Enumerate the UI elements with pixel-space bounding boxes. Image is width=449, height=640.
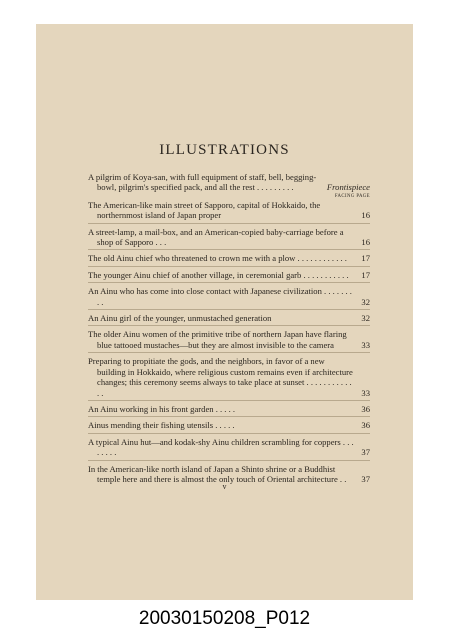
entry-divider: [88, 352, 370, 353]
entry-page-number: 16: [361, 237, 370, 248]
facing-page-label: FACING PAGE: [334, 193, 370, 199]
entry-text: The American-like main street of Sapporo, capital of Hokkaido, the northernmost island of Japan proper: [88, 199, 321, 221]
entry-page-number: 37: [361, 447, 370, 458]
illustration-entry: [88, 420, 370, 430]
entry-text: An Ainu girl of the younger, unmustached generation: [88, 313, 272, 324]
page-folio: v: [222, 482, 227, 491]
image-caption: 20030150208_P012: [138, 608, 311, 629]
entry-page-number: 33: [361, 339, 370, 350]
entry-text: In the American-like north island of Japan a Shinto shrine or a Buddhist temple here and there is almost the only touch of Oriental architecture . .: [88, 463, 347, 484]
entry-text: The older Ainu women of the primitive tribe of northern Japan have flaring blue tattooed mustaches—but they are almost invisible to the camera: [88, 329, 347, 350]
entry-page-number: 32: [361, 296, 370, 307]
illustration-entry: [88, 172, 370, 193]
entry-divider: [88, 325, 370, 326]
illustration-entry: [88, 227, 370, 248]
illustration-entry: [88, 404, 370, 414]
entry-text: Ainus mending their fishing utensils . . . . .: [88, 420, 235, 431]
entry-text: The old Ainu chief who threatened to crown me with a plow . . . . . . . . . . . .: [88, 253, 347, 264]
entry-divider: [88, 416, 370, 417]
entry-page-number: 16: [361, 210, 370, 221]
illustration-entry: [88, 356, 370, 398]
entry-divider: [88, 400, 370, 401]
entry-text: A street-lamp, a mail-box, and an American-copied baby-carriage before a shop of Sapporo . . .: [88, 226, 344, 248]
entry-text: A pilgrim of Koya-san, with full equipment of staff, bell, begging-bowl, pilgrim's specified pack, and all the rest . . . . . . . . .: [88, 172, 317, 193]
illustration-entry: [88, 437, 370, 458]
entry-page-number: 17: [361, 269, 370, 280]
entry-divider: [88, 249, 370, 250]
entry-page-number: 36: [361, 403, 370, 414]
entry-text: A typical Ainu hut—and kodak-shy Ainu children scrambling for coppers . . . . . . . .: [88, 436, 354, 458]
entry-text: An Ainu working in his front garden . . . . .: [88, 403, 236, 414]
entry-page-number: Frontispiece: [326, 182, 370, 193]
entry-text: Preparing to propitiate the gods, and the neighbors, in favor of a new building in Hokkaido, where religious custom remains even if architecture changes; this ceremony seems always to take place at sunset . . . . . . . . . . . . .: [88, 356, 353, 398]
entry-page-number: 33: [361, 387, 370, 398]
entry-page-number: 17: [361, 253, 370, 264]
entry-page-number: 36: [361, 420, 370, 431]
illustration-entry: [88, 270, 370, 280]
page-heading: ILLUSTRATIONS: [159, 142, 290, 158]
illustration-entry: [88, 329, 370, 350]
entry-divider: [88, 266, 370, 267]
entry-page-number: 37: [361, 473, 370, 484]
entry-divider: [88, 460, 370, 461]
illustration-list: [88, 172, 370, 486]
entry-divider: [88, 433, 370, 434]
entry-page-number: 32: [361, 313, 370, 324]
entry-divider: [88, 223, 370, 224]
entry-divider: [88, 309, 370, 310]
book-page: [36, 24, 413, 600]
entry-text: An Ainu who has come into close contact with Japanese civilization . . . . . . . . .: [88, 286, 352, 307]
illustration-entry: [88, 286, 370, 307]
entry-divider: [88, 282, 370, 283]
illustration-entry: [88, 313, 370, 323]
illustration-entry: [88, 253, 370, 263]
illustration-entry: [88, 200, 370, 221]
entry-text: The younger Ainu chief of another village, in ceremonial garb . . . . . . . . . . .: [88, 269, 349, 280]
